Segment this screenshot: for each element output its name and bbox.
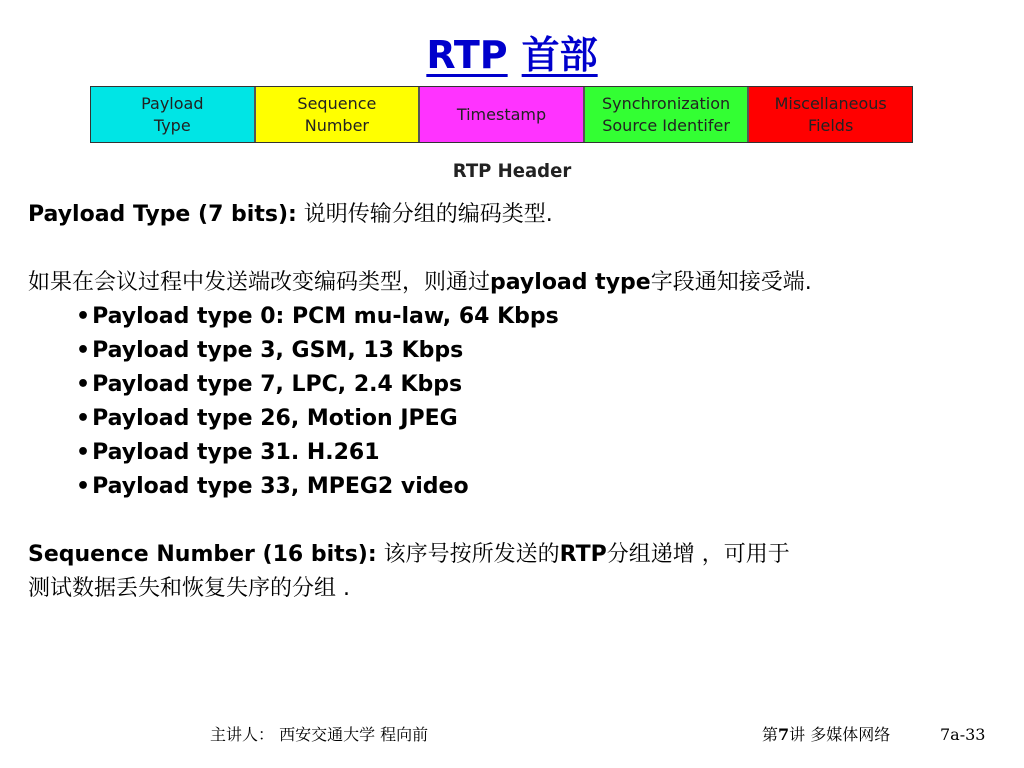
bullet-dot: • [76,372,91,397]
bullet-dot: • [76,406,91,431]
change-note-prefix: 如果在会议过程中发送端改变编码类型，则通过 [28,270,491,295]
bullet-item [28,470,1018,504]
footer-page-number: 7a-33 [940,725,986,744]
payload-type-line [28,198,1018,232]
bullet-text: Payload type 33, MPEG2 video [92,474,469,499]
bullet-item [28,300,1018,334]
sequence-line [28,538,1018,572]
sequence-label: Sequence Number (16 bits): [28,542,377,567]
bullet-text: Payload type 7, LPC, 2.4 Kbps [92,372,463,397]
title-rtp: RTP [426,33,508,77]
footer-presenter: 主讲人： 西安交通大学 程向前 [210,725,429,744]
bullet-item [28,334,1018,368]
bullet-dot: • [76,338,91,363]
bullet-dot: • [76,440,91,465]
bullet-dot: • [76,304,91,329]
field-sequence-number: Sequence Number [256,87,421,142]
rtp-header-diagram [90,86,913,143]
payload-type-label: Payload Type (7 bits): [28,202,297,227]
bullet-text: Payload type 26, Motion JPEG [92,406,458,431]
footer-lecture-num: 7 [778,725,790,744]
title-header: 首部 [521,33,598,77]
sequence-desc-prefix: 该序号按所发送的 [383,542,560,567]
change-note-line [28,266,1018,300]
change-note-keyword: payload type [490,270,651,295]
spacer [28,232,1018,266]
bullet-item [28,368,1018,402]
sequence-desc-keyword: RTP [559,542,607,567]
sequence-line-2: 测试数据丢失和恢复失序的分组 . [28,576,350,601]
payload-type-desc: 说明传输分组的编码类型. [303,202,553,227]
field-misc: Miscellaneous Fields [749,87,912,142]
bullet-text: Payload type 31. H.261 [92,440,380,465]
change-note-suffix: 字段通知接受端. [650,270,812,295]
field-timestamp: Timestamp [420,87,585,142]
slide-body [28,198,1018,606]
field-payload-type: Payload Type [91,87,256,142]
sequence-desc-suffix: 分组递增 ，可用于 [606,542,790,567]
slide-title [0,30,1024,80]
footer-lecture-suffix: 讲 多媒体网络 [789,725,891,744]
spacer [28,504,1018,538]
header-caption: RTP Header [452,160,572,182]
footer-lecture-prefix: 第 [762,725,779,744]
bullet-item [28,436,1018,470]
bullet-dot: • [76,474,91,499]
bullet-item [28,402,1018,436]
footer-lecture [762,724,890,746]
field-ssrc: Synchronization Source Identifer [585,87,750,142]
bullet-text: Payload type 3, GSM, 13 Kbps [92,338,464,363]
bullet-text: Payload type 0: PCM mu-law, 64 Kbps [92,304,559,329]
